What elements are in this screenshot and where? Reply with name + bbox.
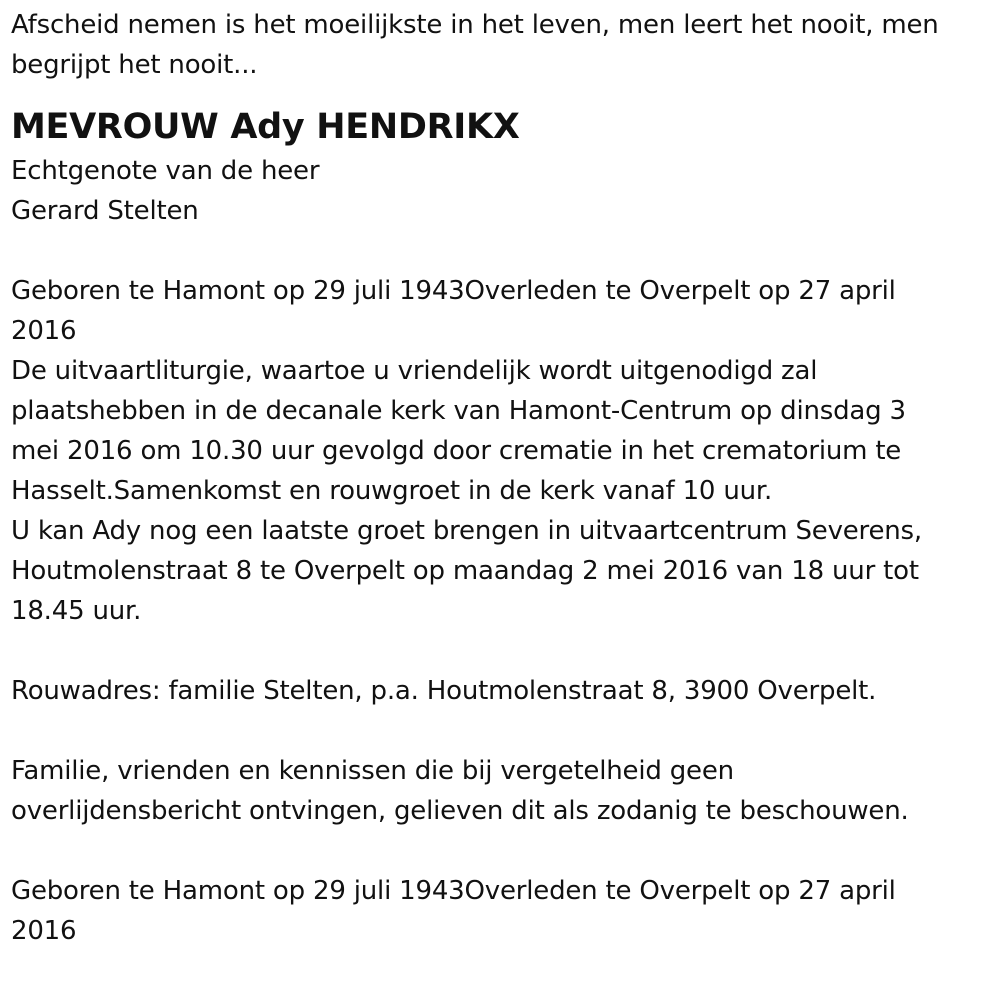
farewell-line: U kan Ady nog een laatste groet brengen in uitvaartcentrum Severens, (11, 516, 922, 546)
farewell-line: Houtmolenstraat 8 te Overpelt op maandag 2 mei 2016 van 18 uur tot (11, 556, 919, 586)
birth-death-line-2: 2016 (11, 316, 77, 346)
spacer (11, 231, 986, 271)
notice-line-2: overlijdensbericht ontvingen, gelieven dit als zodanig te beschouwen. (11, 796, 909, 826)
birth-death-repeat-line-1: Geboren te Hamont op 29 juli 1943Overleden te Overpelt op 27 april (11, 876, 896, 906)
spacer (11, 711, 986, 751)
intro-quote (11, 5, 986, 85)
birth-death-repeat-line-2: 2016 (11, 916, 77, 946)
spouse-info (11, 151, 986, 231)
funeral-line: plaatshebben in de decanale kerk van Hamont-Centrum op dinsdag 3 (11, 396, 906, 426)
funeral-line: De uitvaartliturgie, waartoe u vriendelijk wordt uitgenodigd zal (11, 356, 818, 386)
notice-line-1: Familie, vrienden en kennissen die bij vergetelheid geen (11, 756, 734, 786)
birth-death-info-repeat (11, 871, 986, 951)
intro-line-2: begrijpt het nooit... (11, 50, 258, 80)
intro-line-1: Afscheid nemen is het moeilijkste in het leven, men leert het nooit, men (11, 10, 939, 40)
birth-death-line-1: Geboren te Hamont op 29 juli 1943Overleden te Overpelt op 27 april (11, 276, 896, 306)
deceased-name: MEVROUW Ady HENDRIKX (11, 107, 520, 147)
funeral-info (11, 351, 986, 511)
family-notice (11, 751, 986, 831)
farewell-info (11, 511, 986, 631)
birth-death-info (11, 271, 986, 351)
spouse-line-2: Gerard Stelten (11, 196, 199, 226)
mourning-address: Rouwadres: familie Stelten, p.a. Houtmolenstraat 8, 3900 Overpelt. (11, 676, 877, 706)
spacer (11, 831, 986, 871)
funeral-line: mei 2016 om 10.30 uur gevolgd door crematie in het crematorium te (11, 436, 902, 466)
obituary-text (11, 0, 986, 951)
spacer (11, 631, 986, 671)
farewell-line: 18.45 uur. (11, 596, 142, 626)
spouse-line-1: Echtgenote van de heer (11, 156, 320, 186)
funeral-line: Hasselt.Samenkomst en rouwgroet in de kerk vanaf 10 uur. (11, 476, 773, 506)
